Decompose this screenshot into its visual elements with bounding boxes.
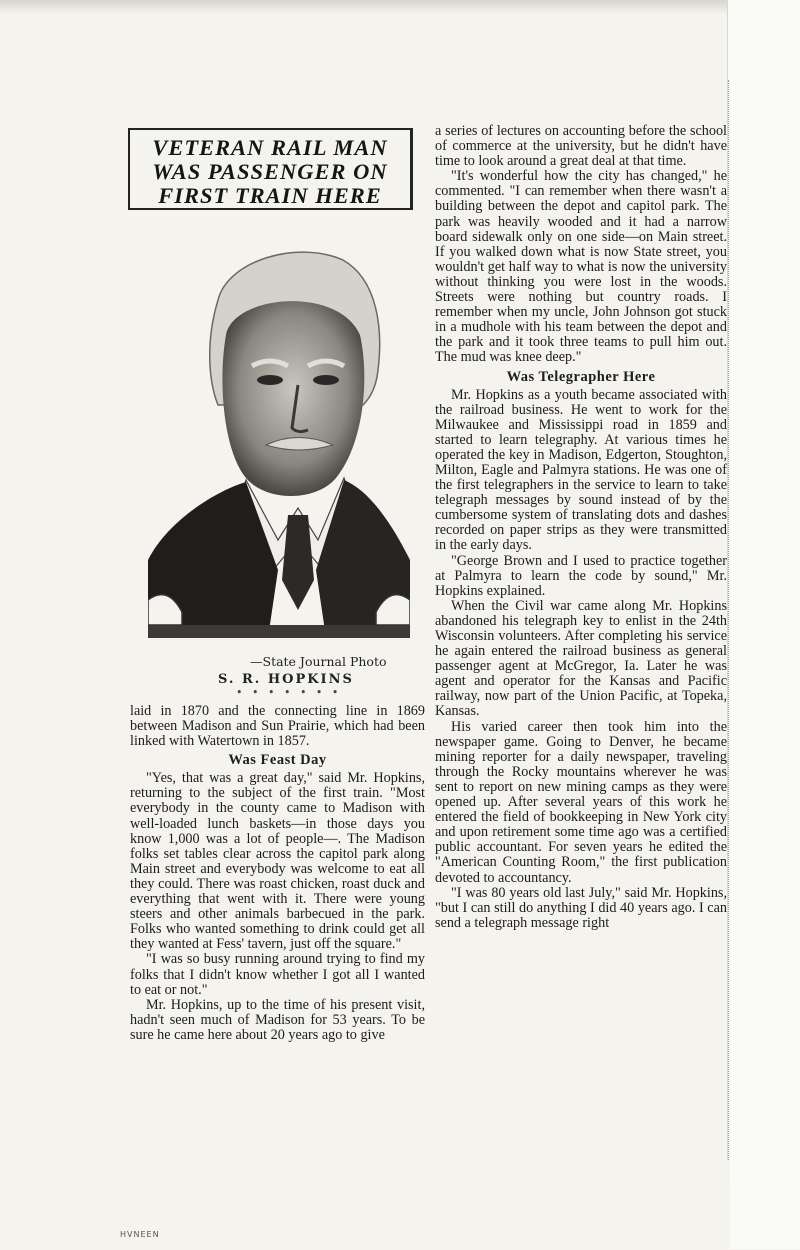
paragraph-george: "George Brown and I used to practice together at Palmyra to learn the code by sound," Mr. Hopkins explained. bbox=[435, 552, 727, 599]
scan-fade bbox=[690, 1160, 730, 1250]
portrait-photo bbox=[148, 240, 410, 638]
face-shape bbox=[222, 301, 364, 496]
tie bbox=[282, 515, 314, 610]
portrait-illustration bbox=[148, 240, 410, 638]
page-margin bbox=[727, 0, 800, 1249]
paragraph-feast: "Yes, that was a great day," said Mr. Hopkins, returning to the subject of the first train. "Most everybody in the county came to Madison with well-loaded lunch baskets—in those days you know 1,000 was a lot of people—. The Madison folks set tables clear across the capitol park along Main street and everybody was welcome to eat all they could. There was roast chicken, roast duck and everything that went with it. There were young steers and other animals barbecued in the park. Folks who wanted something to drink could get all they wanted at Fess' tavern, just off the square." bbox=[130, 770, 425, 953]
left-eye bbox=[257, 375, 283, 385]
paragraph-telegrapher: Mr. Hopkins as a youth became associated with the railroad business. He went to work for the Milwaukee and Mississippi road in 1859 and started to learn telegraphy. At various times he operated the key in Madison, Edgerton, Stoughton, Milton, Eagle and Palmyra stations. He was one of the first telegraphers in the service to learn to take telegraph messages by sound instead of by the cumbersome system of translating dots and dashes recorded on paper strips as they were transmitted in the early days. bbox=[435, 386, 727, 554]
headline-line-1: VETERAN RAIL MAN bbox=[152, 135, 388, 160]
photo-caption-name: S. R. HOPKINS bbox=[218, 672, 354, 687]
paragraph-wonderful: "It's wonderful how the city has changed," he commented. "I can remember when there wasn't a building between the depot and capitol park. The park was heavily wooded and it had a narrow board sidewalk only on one side—on Main street. If you walked down what is now State street, you wouldn't get half way to what is now the university without thinking you were lost in the woods. Streets were nothing but country roads. I remember when my uncle, John Johnson got stuck in a mudhole with his team between the depot and the park and it took three teams to pull him out. The mud was knee deep." bbox=[435, 168, 727, 366]
headline-line-2: WAS PASSENGER ON bbox=[152, 159, 388, 184]
headline-box bbox=[128, 128, 413, 210]
column-rule bbox=[728, 80, 732, 1180]
photo-credit: —State Journal Photo bbox=[250, 654, 387, 669]
left-column bbox=[130, 704, 425, 1043]
right-eye bbox=[313, 375, 339, 385]
paragraph-visit: Mr. Hopkins, up to the time of his present visit, hadn't seen much of Madison for 53 years. To be sure he came here about 20 years ago to give bbox=[130, 996, 425, 1043]
paragraph-intro: laid in 1870 and the connecting line in 1869 between Madison and Sun Prairie, which had been linked with Watertown in 1857. bbox=[130, 703, 425, 750]
paragraph-lectures: a series of lectures on accounting before the school of commerce at the university, but he didn't have time to look around a great deal at that time. bbox=[435, 123, 727, 170]
subhead-feast-day: Was Feast Day bbox=[228, 752, 327, 769]
headline-line-3: FIRST TRAIN HERE bbox=[158, 183, 382, 208]
caption-dots: • • • • • • • bbox=[236, 686, 342, 699]
paragraph-busy: "I was so busy running around trying to find my folks that I didn't know whether I got all I wanted to eat or not." bbox=[130, 951, 425, 998]
paragraph-career: His varied career then took him into the newspaper game. Going to Denver, he became mining reporter for a daily newspaper, traveling through the Rocky mountains wherever he was sent to report on new mining camps as they were opened up. After several years of this work he entered the field of bookkeeping in New York city and upon retirement some time ago was a certified public accountant. For seven years he edited the "American Counting Room," the first publication devoted to accountancy. bbox=[435, 718, 727, 886]
footer-mark: HVNEEN bbox=[120, 1230, 160, 1239]
paragraph-civil-war: When the Civil war came along Mr. Hopkins abandoned his telegraph key to enlist in the 24th Wisconsin volunteers. After completing his service he again entered the railroad business as general passenger agent at McGregor, Ia. Later he was agent and operator for the Kansas and Pacific railway, now part of the Union Pacific, at Topeka, Kansas. bbox=[435, 597, 727, 720]
scan-shadow bbox=[0, 0, 800, 14]
photo-base bbox=[148, 625, 410, 638]
right-column bbox=[435, 124, 727, 931]
subhead-telegrapher: Was Telegrapher Here bbox=[506, 368, 656, 385]
paragraph-eighty: "I was 80 years old last July," said Mr. Hopkins, "but I can still do anything I did 40 years ago. I can send a telegraph message right bbox=[435, 884, 727, 931]
